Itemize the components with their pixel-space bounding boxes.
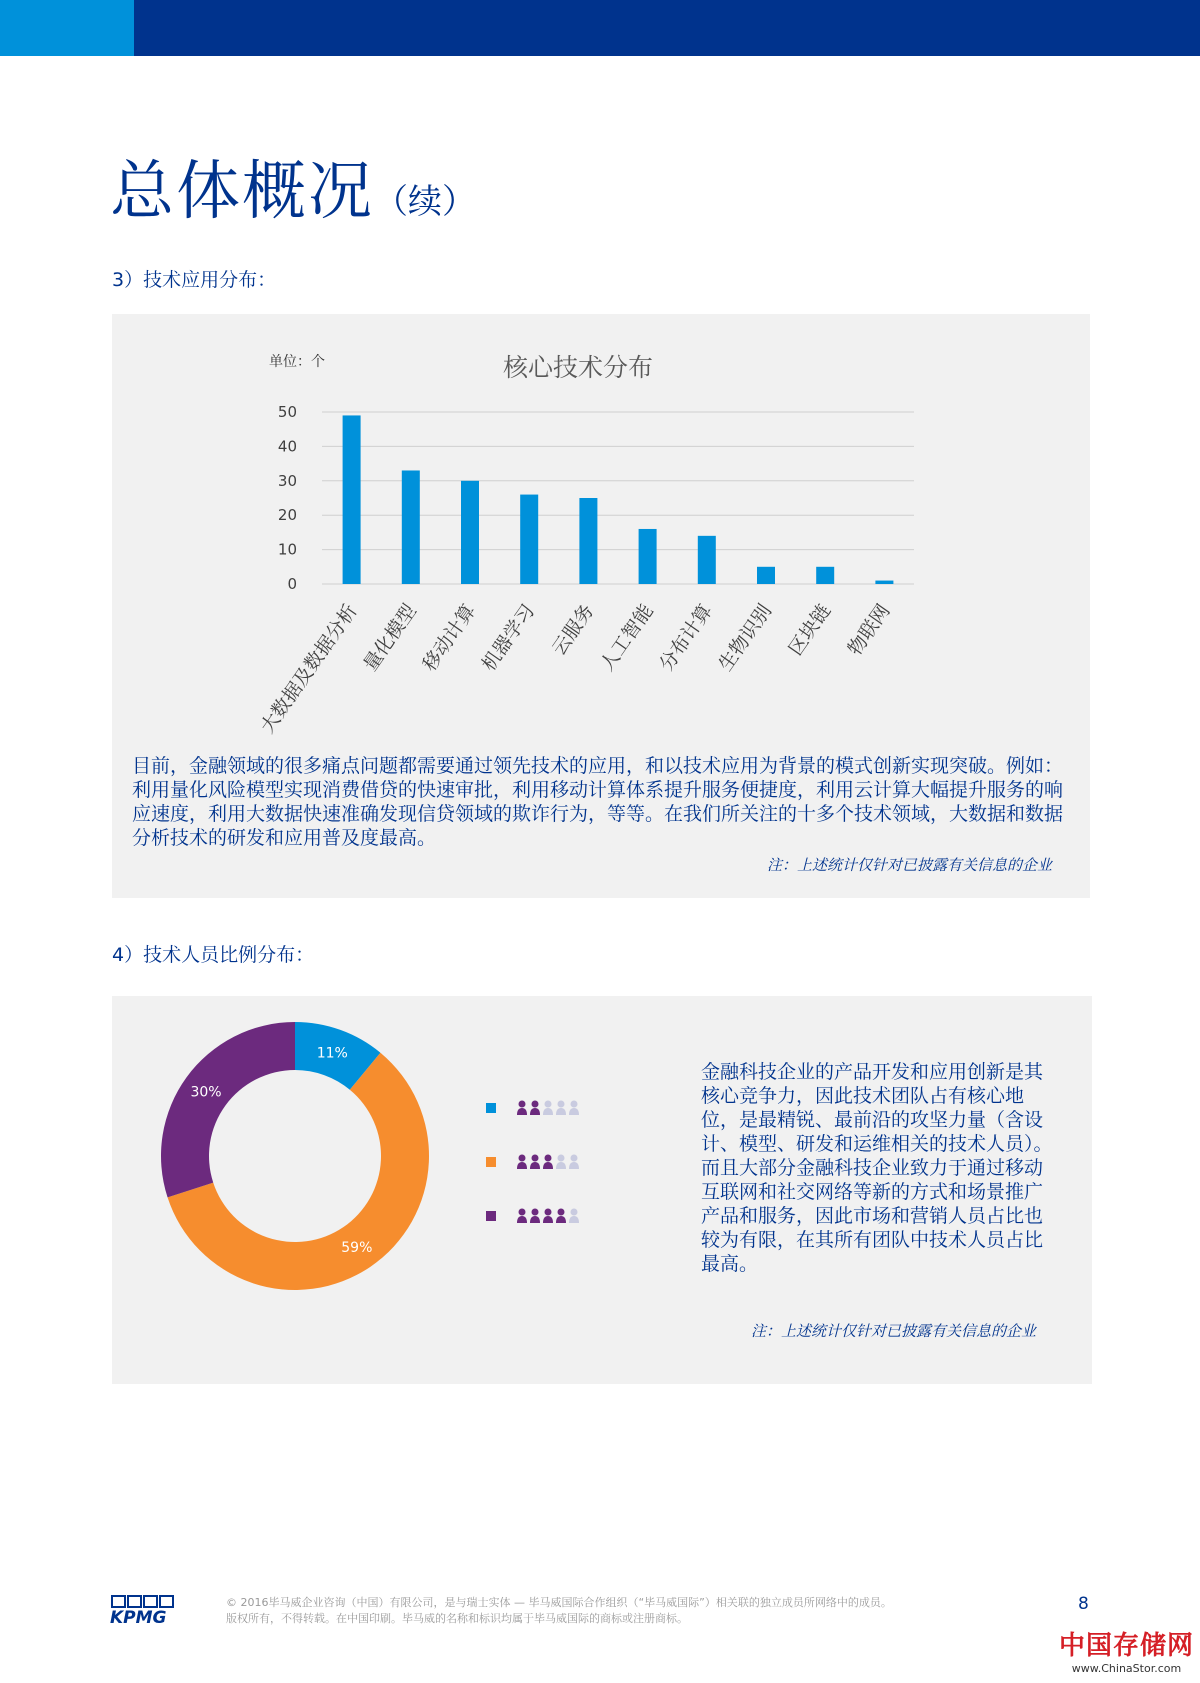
- bar-chart: [112, 314, 1090, 754]
- x-tick-label: 物联网: [843, 600, 895, 660]
- person-icon: [556, 1209, 566, 1224]
- tech-distribution-panel: [112, 314, 1090, 898]
- chart-unit-label: 单位：个: [269, 354, 325, 370]
- person-icon: [569, 1209, 579, 1224]
- x-tick-label: 分布计算: [655, 600, 717, 676]
- person-icon: [543, 1155, 553, 1170]
- header-bar-accent: [0, 0, 134, 56]
- person-icon: [569, 1101, 579, 1116]
- slice-label: 11%: [316, 1045, 348, 1062]
- bar: [402, 470, 420, 584]
- person-icon: [530, 1155, 540, 1170]
- footer-line2: 版权所有，不得转载。在中国印刷。毕马威的名称和标识均属于毕马威国际的商标或注册商标。: [226, 1612, 688, 1625]
- section3-note: 注：上述统计仅针对已披露有关信息的企业: [766, 856, 1052, 874]
- y-tick-label: 40: [277, 437, 297, 456]
- person-icon: [517, 1101, 527, 1116]
- footer-copyright: [226, 1595, 892, 1627]
- watermark: [1059, 1625, 1194, 1675]
- bar: [520, 495, 538, 584]
- legend-swatch: [486, 1157, 496, 1167]
- person-icon: [556, 1101, 566, 1116]
- header-bar: [134, 0, 1200, 56]
- bar: [757, 567, 775, 584]
- x-tick-label: 移动计算: [418, 600, 481, 676]
- person-icon: [517, 1209, 527, 1224]
- bar: [816, 567, 834, 584]
- footer-line1: © 2016毕马威企业咨询（中国）有限公司，是与瑞士实体 — 毕马威国际合作组织（“毕马威国际”）相关联的独立成员所网络中的成员。: [226, 1596, 892, 1609]
- bar: [461, 481, 479, 584]
- watermark-name: 中国存储网: [1058, 1631, 1194, 1661]
- x-tick-label: 生物识别: [714, 600, 777, 676]
- page-title-sub: （续）: [374, 182, 476, 222]
- x-tick-label: 人工智能: [596, 600, 658, 676]
- bar: [875, 581, 893, 584]
- section3-paragraph: 目前，金融领域的很多痛点问题都需要通过领先技术的应用，和以技术应用为背景的模式创新实现突破。例如：利用量化风险模型实现消费借贷的快速审批，利用移动计算体系提升服务便捷度，利用云计算大幅提升服务的响应速度，利用大数据快速准确发现信贷领域的欺诈行为，等等。在我们所关注的十多个技术领域，大数据和数据分析技术的研发和应用普及度最高。: [132, 755, 1064, 849]
- bar: [698, 536, 716, 584]
- bar: [579, 498, 597, 584]
- x-tick-label: 大数据及数据分析: [256, 600, 362, 738]
- donut-slice: [161, 1022, 295, 1197]
- person-icon: [530, 1209, 540, 1224]
- legend-swatch: [486, 1103, 496, 1113]
- section3-heading: 3）技术应用分布：: [112, 269, 277, 291]
- page-title: [110, 140, 476, 232]
- kpmg-logo: [110, 1594, 180, 1626]
- y-tick-label: 10: [277, 540, 297, 559]
- donut-legend: [482, 1086, 602, 1246]
- watermark-url: www.ChinaStor.com: [1071, 1662, 1182, 1675]
- bar: [639, 529, 657, 584]
- legend-swatch: [486, 1211, 496, 1221]
- kpmg-logo-text: KPMG: [110, 1608, 167, 1626]
- section4-note: 注：上述统计仅针对已披露有关信息的企业: [750, 1322, 1036, 1340]
- person-icon: [569, 1155, 579, 1170]
- y-tick-label: 30: [277, 471, 297, 490]
- page-number: 8: [1078, 1594, 1089, 1614]
- person-icon: [517, 1155, 527, 1170]
- page-title-main: 总体概况: [110, 155, 374, 229]
- section4-paragraph: 金融科技企业的产品开发和应用创新是其核心竞争力，因此技术团队占有核心地位，是最精锐、最前沿的攻坚力量（含设计、模型、研发和运维相关的技术人员）。而且大部分金融科技企业致力于通过移动互联网和社交网络等新的方式和场景推广产品和服务，因此市场和营销人员占比也较为有限，在其所有团队中技术人员占比最高。: [701, 1061, 1053, 1275]
- x-tick-label: 云服务: [547, 600, 599, 660]
- person-icon: [556, 1155, 566, 1170]
- y-tick-label: 0: [287, 575, 297, 593]
- y-tick-label: 50: [277, 403, 297, 421]
- x-tick-label: 量化模型: [359, 600, 421, 676]
- person-icon: [543, 1209, 553, 1224]
- person-icon: [530, 1101, 540, 1116]
- chart-title: 核心技术分布: [502, 353, 654, 382]
- y-tick-label: 20: [277, 506, 297, 525]
- slice-label: 59%: [341, 1239, 373, 1256]
- staff-ratio-panel: [112, 996, 1092, 1384]
- x-tick-label: 区块链: [784, 600, 836, 660]
- slice-label: 30%: [190, 1084, 222, 1101]
- section4-heading: 4）技术人员比例分布：: [112, 944, 315, 966]
- bar: [343, 415, 361, 584]
- x-tick-label: 机器学习: [477, 600, 540, 676]
- person-icon: [543, 1101, 553, 1116]
